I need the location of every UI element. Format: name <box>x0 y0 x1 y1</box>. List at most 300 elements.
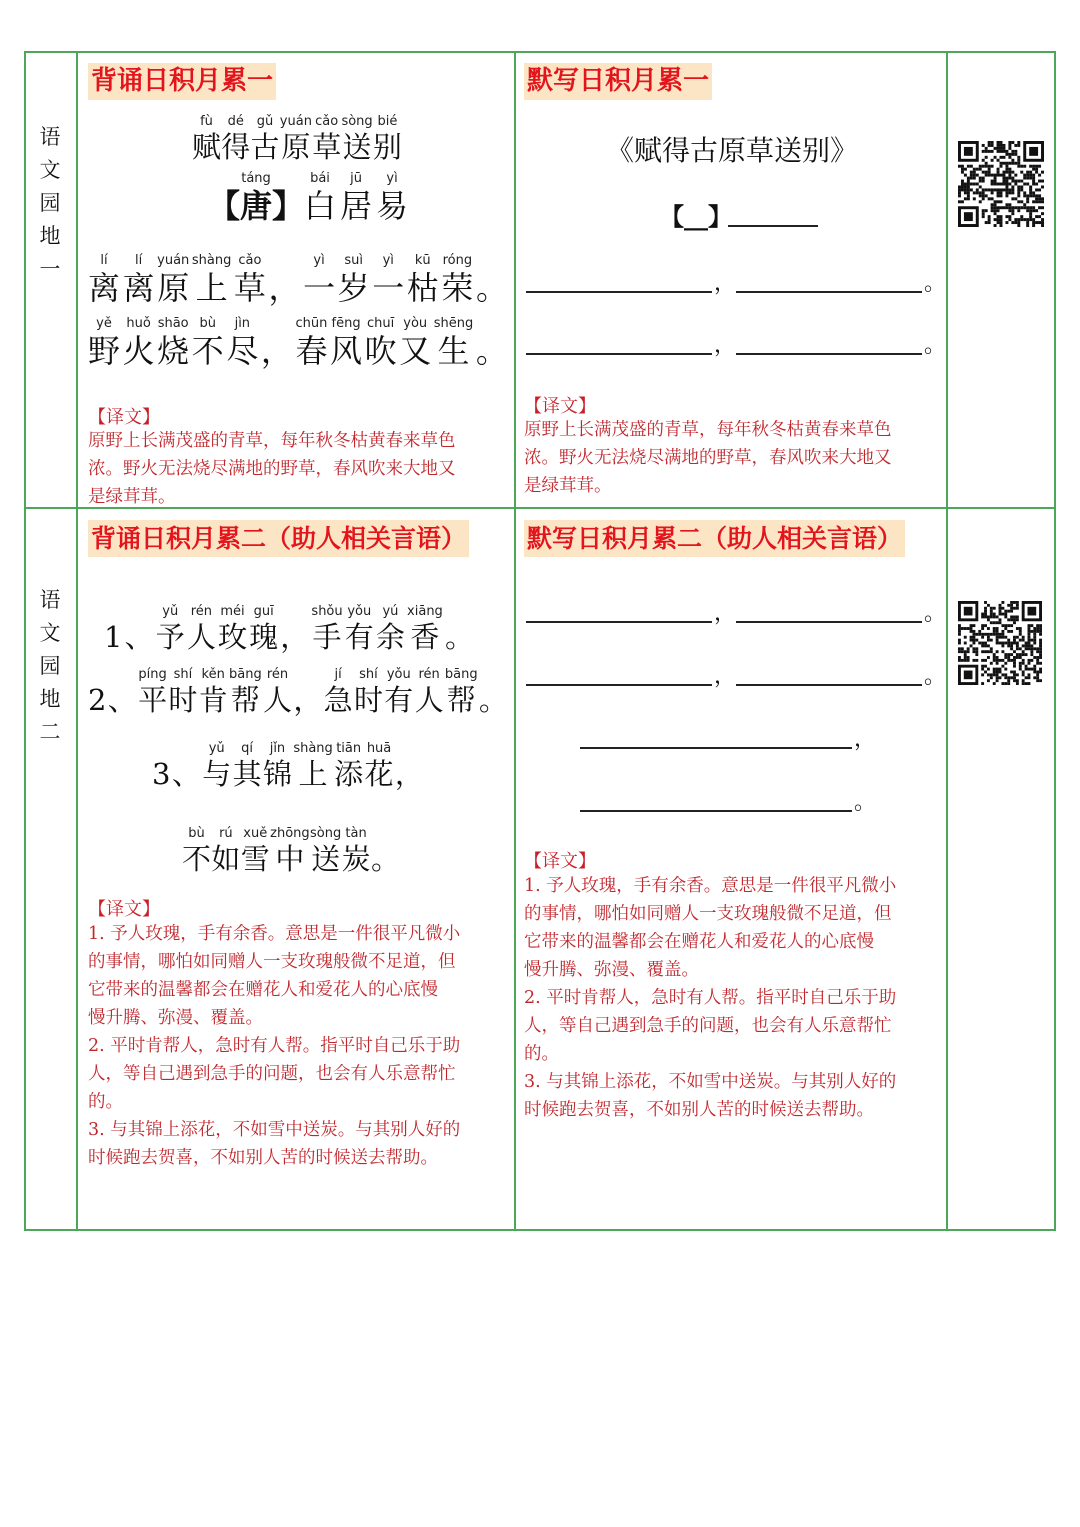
hanzi: 荣 <box>441 269 474 307</box>
hanzi: 与 <box>202 757 232 791</box>
dictation-translation-1 <box>524 416 944 500</box>
ruby-cell <box>251 114 280 165</box>
poem-title <box>192 114 402 165</box>
hanzi: ， <box>268 269 301 307</box>
ruby-cell <box>376 604 405 655</box>
pinyin: yě <box>96 316 112 331</box>
ruby-cell <box>334 741 363 792</box>
ruby-cell <box>156 604 185 655</box>
ruby-cell <box>342 826 371 877</box>
pinyin: róng <box>442 253 473 268</box>
ruby-cell <box>295 316 327 371</box>
pinyin: yú <box>382 604 399 619</box>
worksheet-grid <box>24 51 1056 1231</box>
ruby-cell <box>218 604 247 655</box>
border-bottom <box>24 1229 1056 1231</box>
pinyin <box>407 741 411 756</box>
ruby-cell <box>88 316 120 371</box>
ruby-cell <box>399 316 431 371</box>
translation-line: 3. 与其锦上添花，不如雪中送炭。与其别人好的 <box>88 1120 461 1140</box>
translation-line: 2. 平时肯帮人，急时有人帮。指平时自己乐于助 <box>524 988 897 1008</box>
ruby-cell <box>268 253 300 308</box>
hanzi: 平 <box>138 683 168 717</box>
answer-blank[interactable] <box>736 331 922 355</box>
hanzi: 余 <box>375 620 405 654</box>
ruby-cell <box>202 741 231 792</box>
ruby-cell <box>441 253 473 308</box>
poem-title-line <box>192 114 402 165</box>
ruby-cell <box>371 826 400 877</box>
pinyin: jí <box>334 667 342 682</box>
answer-blank[interactable] <box>526 331 712 355</box>
translation-line: 原野上长满茂盛的青草，每年秋冬枯黄春来草色 <box>88 431 456 451</box>
pinyin: rén <box>190 604 213 619</box>
ruby-cell <box>338 253 370 308</box>
translation-line: 的事情，哪怕如同赠人一支玫瑰般微不足道，但 <box>524 904 892 924</box>
ruby-cell <box>157 316 189 371</box>
period: 。 <box>924 333 947 358</box>
translation-label-3: 【译文】 <box>88 899 160 920</box>
pinyin: shǒu <box>311 604 343 619</box>
unit-label-char: 语 <box>39 588 61 612</box>
hanzi: 瑰 <box>249 620 279 654</box>
hanzi: 中 <box>275 842 305 876</box>
pinyin: rén <box>266 667 289 682</box>
pinyin: bù <box>199 316 216 331</box>
saying-3 <box>152 741 424 792</box>
pinyin <box>95 667 99 682</box>
pinyin <box>159 741 163 756</box>
pinyin: yǒu <box>347 604 372 619</box>
ruby-cell <box>88 253 120 308</box>
ruby-cell <box>476 253 508 308</box>
pinyin: tàn <box>345 826 367 841</box>
hanzi: 不 <box>191 332 224 370</box>
ruby-cell <box>311 604 342 655</box>
hanzi: 帮 <box>446 683 476 717</box>
ruby-cell <box>226 316 258 371</box>
hanzi: 、 <box>124 620 154 654</box>
answer-blank[interactable] <box>526 662 712 686</box>
pinyin: yuán <box>157 253 190 268</box>
hanzi: 急 <box>323 683 353 717</box>
ruby-cell <box>123 253 155 308</box>
hanzi: 玫 <box>218 620 248 654</box>
hanzi: 。 <box>370 842 400 876</box>
translation-line: 原野上长满茂盛的青草，每年秋冬枯黄春来草色 <box>524 420 892 440</box>
pinyin: chūn <box>295 316 328 331</box>
ruby-cell <box>263 741 292 792</box>
comma: ， <box>854 727 877 752</box>
hanzi: 居 <box>340 187 373 225</box>
pinyin: rú <box>219 826 233 841</box>
unit-label-char: 文 <box>39 621 61 645</box>
ruby-cell <box>340 171 372 226</box>
answer-blank[interactable] <box>736 662 922 686</box>
ruby-cell <box>157 253 189 308</box>
hanzi: 草 <box>312 130 342 164</box>
ruby-cell <box>445 604 474 655</box>
hanzi: 得 <box>221 130 251 164</box>
dynasty: 【唐】 <box>208 187 305 225</box>
hanzi: 予 <box>155 620 185 654</box>
pinyin: lí <box>134 253 143 268</box>
poem-author <box>208 171 409 226</box>
pinyin <box>184 741 188 756</box>
ruby-cell <box>373 114 402 165</box>
pinyin: yǒu <box>386 667 411 682</box>
border-right <box>1054 51 1056 1231</box>
pinyin <box>293 604 297 619</box>
pinyin <box>491 667 495 682</box>
ruby-cell <box>324 667 353 718</box>
pinyin: huǒ <box>126 316 151 331</box>
hanzi: 送 <box>311 842 341 876</box>
pinyin <box>490 253 494 268</box>
answer-blank[interactable] <box>526 599 712 623</box>
pinyin: zhōng <box>270 826 310 841</box>
pinyin: kěn <box>201 667 225 682</box>
ruby-cell <box>192 114 221 165</box>
hanzi: 一 <box>303 269 336 307</box>
dictation-header-1: 默写日积月累一 <box>524 63 712 100</box>
ruby-cell <box>434 316 474 371</box>
comma: ， <box>714 271 737 296</box>
pinyin: xiāng <box>407 604 443 619</box>
period: 。 <box>924 664 947 689</box>
recite-header-1: 背诵日积月累一 <box>88 63 276 100</box>
hanzi: 。 <box>444 620 474 654</box>
ruby-cell <box>365 316 397 371</box>
qr-code-icon[interactable] <box>958 601 1042 685</box>
pinyin: shí <box>359 667 378 682</box>
dynasty-cell <box>208 171 304 226</box>
unit-label-char: 园 <box>39 654 61 678</box>
pinyin: fēng <box>331 316 361 331</box>
translation-label-1: 【译文】 <box>88 407 160 428</box>
unit-label-char: 地 <box>39 224 61 248</box>
hanzi: 炭 <box>341 842 371 876</box>
ruby-cell <box>384 667 413 718</box>
period: 。 <box>924 601 947 626</box>
ruby-cell <box>234 253 266 308</box>
translation-line: 1. 予人玫瑰，手有余香。意思是一件很平凡微小 <box>88 924 461 944</box>
pinyin <box>275 316 279 331</box>
pinyin: píng <box>138 667 167 682</box>
hanzi: 风 <box>330 332 363 370</box>
hanzi: 上 <box>298 757 328 791</box>
hanzi: 岁 <box>337 269 370 307</box>
pinyin: guī <box>253 604 274 619</box>
hanzi: 火 <box>122 332 155 370</box>
hanzi: 人 <box>263 683 293 717</box>
pinyin: chuī <box>367 316 395 331</box>
hanzi: 原 <box>157 269 190 307</box>
ruby-cell <box>123 316 155 371</box>
hanzi: 。 <box>475 332 508 370</box>
translation-line: 浓。野火无法烧尽满地的野草，春风吹来大地又 <box>524 448 892 468</box>
pinyin: yǔ <box>162 604 179 619</box>
ruby-cell <box>415 667 444 718</box>
answer-blank[interactable] <box>736 599 922 623</box>
pinyin: shāo <box>157 316 189 331</box>
ruby-cell <box>221 114 250 165</box>
pinyin <box>306 667 310 682</box>
pinyin: yì <box>382 253 394 268</box>
pinyin: cǎo <box>238 253 262 268</box>
hanzi: 如 <box>211 842 241 876</box>
answer-blank[interactable] <box>736 269 922 293</box>
ruby-cell <box>479 667 508 718</box>
qr-code-icon[interactable] <box>958 141 1044 227</box>
translation-line: 它带来的温馨都会在赠花人和爱花人的心底慢 <box>88 980 438 1000</box>
ruby-cell <box>312 114 341 165</box>
unit-label-2 <box>24 584 76 749</box>
translation-line: 3. 与其锦上添花，不如雪中送炭。与其别人好的 <box>524 1072 897 1092</box>
ruby-cell <box>249 604 278 655</box>
translation-label-2: 【译文】 <box>524 396 596 417</box>
saying-2 <box>88 667 508 718</box>
ruby-cell <box>261 316 293 371</box>
answer-blank[interactable] <box>580 788 852 812</box>
translation-line: 的事情，哪怕如同赠人一支玫瑰般微不足道，但 <box>88 952 456 972</box>
dictation-title: 《赋得古原草送别》 <box>606 134 859 167</box>
ruby-cell <box>476 316 508 371</box>
pinyin: shēng <box>433 316 474 331</box>
ruby-cell <box>263 667 292 718</box>
hanzi: ， <box>280 620 310 654</box>
hanzi: 帮 <box>230 683 260 717</box>
hanzi: 1 <box>104 620 123 654</box>
translation-line: 人，等自己遇到急手的问题，也会有人乐意帮忙 <box>88 1064 456 1084</box>
unit-label-char: 一 <box>39 257 61 281</box>
hanzi: 雪 <box>240 842 270 876</box>
hanzi: 3 <box>152 757 171 791</box>
ruby-cell <box>152 741 170 792</box>
hanzi: 时 <box>168 683 198 717</box>
pinyin: kū <box>414 253 431 268</box>
pinyin: fù <box>200 114 213 129</box>
hanzi: 人 <box>186 620 216 654</box>
unit-label-char: 文 <box>39 158 61 182</box>
pinyin: bāng <box>444 667 478 682</box>
pinyin <box>120 667 124 682</box>
unit-label-char: 地 <box>39 687 61 711</box>
pinyin: suì <box>344 253 363 268</box>
hanzi: 不 <box>182 842 212 876</box>
hanzi: 肯 <box>198 683 228 717</box>
hanzi: 送 <box>342 130 372 164</box>
hanzi: 手 <box>312 620 342 654</box>
hanzi: 2 <box>88 683 107 717</box>
ruby-cell <box>168 667 197 718</box>
ruby-cell <box>376 171 408 226</box>
hanzi: 人 <box>414 683 444 717</box>
unit-label-char: 园 <box>39 191 61 215</box>
hanzi: 白 <box>304 187 337 225</box>
pinyin: yòu <box>403 316 428 331</box>
ruby-cell <box>211 826 240 877</box>
ruby-cell <box>345 604 374 655</box>
pinyin: yuán <box>279 114 312 129</box>
hanzi: ， <box>260 332 293 370</box>
hanzi: 赋 <box>192 130 222 164</box>
translation-label-4: 【译文】 <box>524 851 596 872</box>
ruby-cell <box>187 604 216 655</box>
dictation-translation-2 <box>524 872 949 1124</box>
ruby-cell <box>341 114 372 165</box>
hanzi: 易 <box>376 187 409 225</box>
ruby-cell <box>138 667 167 718</box>
period: 。 <box>854 790 877 815</box>
pinyin: cǎo <box>315 114 339 129</box>
ruby-cell <box>233 741 262 792</box>
pinyin: qí <box>241 741 253 756</box>
saying-4 <box>182 826 400 877</box>
hanzi: 草 <box>233 269 266 307</box>
hanzi: 一 <box>372 269 405 307</box>
hanzi: ， <box>394 757 424 791</box>
hanzi: 又 <box>399 332 432 370</box>
ruby-cell <box>199 667 228 718</box>
hanzi: 、 <box>107 683 137 717</box>
hanzi: 离 <box>88 269 121 307</box>
poem-line-1 <box>88 253 508 308</box>
ruby-cell <box>125 604 154 655</box>
pinyin: shí <box>173 667 193 682</box>
hanzi: 。 <box>475 269 508 307</box>
saying-1 <box>104 604 474 655</box>
comma: ， <box>714 333 737 358</box>
ruby-cell <box>293 667 322 718</box>
ruby-cell <box>108 667 137 718</box>
pinyin: yì <box>313 253 325 268</box>
pinyin: rén <box>418 667 440 682</box>
ruby-cell <box>372 253 404 308</box>
unit-label-1 <box>24 121 76 286</box>
translation-line: 人，等自己遇到急手的问题，也会有人乐意帮忙 <box>524 1016 892 1036</box>
pinyin: sòng <box>341 114 373 129</box>
pinyin: dé <box>227 114 244 129</box>
pinyin: jū <box>350 171 362 186</box>
ruby-cell <box>280 114 312 165</box>
hanzi: 原 <box>281 130 311 164</box>
period: 。 <box>924 271 947 296</box>
ruby-cell <box>229 667 262 718</box>
translation-line: 是绿茸茸。 <box>88 487 176 507</box>
pinyin <box>457 604 461 619</box>
pinyin: bié <box>377 114 398 129</box>
answer-blank[interactable] <box>526 269 712 293</box>
ruby-cell <box>330 316 362 371</box>
pinyin: sòng <box>310 826 342 841</box>
ruby-cell <box>407 253 439 308</box>
pinyin: xuě <box>243 826 268 841</box>
answer-blank[interactable] <box>580 725 852 749</box>
translation-line: 慢升腾、弥漫、覆盖。 <box>524 960 699 980</box>
hanzi: 古 <box>250 130 280 164</box>
comma: ， <box>714 664 737 689</box>
hanzi: 烧 <box>157 332 190 370</box>
hanzi: 。 <box>478 683 508 717</box>
ruby-cell <box>172 741 201 792</box>
hanzi: 离 <box>122 269 155 307</box>
pinyin: yǔ <box>208 741 225 756</box>
hanzi: 生 <box>437 332 470 370</box>
ruby-cell <box>280 604 309 655</box>
hanzi: 有 <box>384 683 414 717</box>
pinyin <box>282 253 286 268</box>
unit-label-char: 二 <box>39 720 61 744</box>
border-top <box>24 51 1056 53</box>
poem-line-2 <box>88 316 508 371</box>
author-blank[interactable] <box>728 205 818 227</box>
hanzi: 、 <box>171 757 201 791</box>
hanzi: 野 <box>88 332 121 370</box>
pinyin: méi <box>220 604 245 619</box>
hanzi: 枯 <box>406 269 439 307</box>
hanzi: 尽 <box>226 332 259 370</box>
dictation-dynasty: 【__】 <box>660 202 732 231</box>
ruby-cell <box>241 826 270 877</box>
pinyin: bái <box>310 171 330 186</box>
pinyin: tiān <box>336 741 362 756</box>
pinyin: bù <box>188 826 205 841</box>
dictation-header-2: 默写日积月累二（助人相关言语） <box>524 520 905 557</box>
pinyin: jìn <box>234 316 251 331</box>
hanzi: 吹 <box>364 332 397 370</box>
hanzi: 香 <box>410 620 440 654</box>
translation-line: 它带来的温馨都会在赠花人和爱花人的心底慢 <box>524 932 874 952</box>
hanzi: 上 <box>195 269 228 307</box>
pinyin <box>137 604 141 619</box>
ruby-cell <box>310 826 341 877</box>
ruby-cell <box>88 667 106 718</box>
pinyin <box>490 316 494 331</box>
pinyin: bāng <box>229 667 262 682</box>
pinyin <box>383 826 387 841</box>
dynasty-pinyin: táng <box>241 171 271 186</box>
ruby-cell <box>182 826 211 877</box>
hanzi: 其 <box>232 757 262 791</box>
ruby-cell <box>270 826 310 877</box>
recite-header-2: 背诵日积月累二（助人相关言语） <box>88 520 469 557</box>
translation-line: 1. 予人玫瑰，手有余香。意思是一件很平凡微小 <box>524 876 897 896</box>
hanzi: 春 <box>295 332 328 370</box>
hanzi: 锦 <box>262 757 292 791</box>
ruby-cell <box>395 741 424 792</box>
ruby-cell <box>303 253 335 308</box>
ruby-cell <box>354 667 383 718</box>
translation-line: 2. 平时肯帮人，急时有人帮。指平时自己乐于助 <box>88 1036 461 1056</box>
unit-label-char: 语 <box>39 125 61 149</box>
pinyin: huā <box>366 741 392 756</box>
translation-line: 浓。野火无法烧尽满地的野草，春风吹来大地又 <box>88 459 456 479</box>
ruby-cell <box>192 253 231 308</box>
ruby-cell <box>293 741 332 792</box>
comma: ， <box>714 601 737 626</box>
pinyin: gǔ <box>256 114 274 129</box>
translation-2 <box>88 920 513 1172</box>
ruby-cell <box>192 316 224 371</box>
translation-1 <box>88 427 513 511</box>
ruby-cell <box>365 741 394 792</box>
hanzi: 花 <box>364 757 394 791</box>
hanzi: 有 <box>344 620 374 654</box>
ruby-cell <box>407 604 443 655</box>
ruby-cell <box>445 667 478 718</box>
hanzi: ， <box>293 683 323 717</box>
